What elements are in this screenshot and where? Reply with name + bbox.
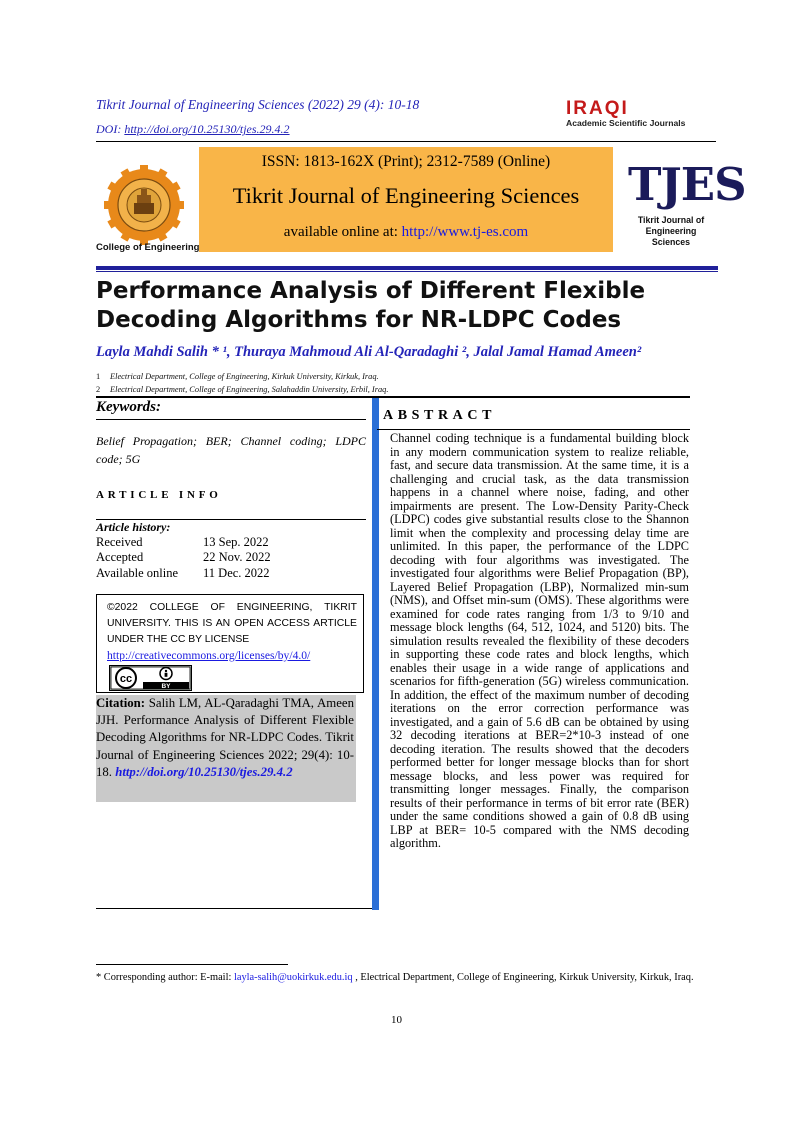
journal-banner: [199, 147, 613, 252]
iraqi-journals-subtitle: Academic Scientific Journals: [566, 118, 686, 128]
affiliation-number: 2: [96, 385, 101, 394]
keywords-rule: [96, 419, 366, 420]
page-number: 10: [391, 1014, 402, 1026]
title-rule-thin: [96, 271, 718, 272]
history-label: Received: [96, 535, 143, 549]
affiliation-2: [96, 385, 388, 394]
issn: ISSN: 1813-162X (Print); 2312-7589 (Online): [261, 153, 551, 170]
affiliation-number: 1: [96, 372, 101, 381]
history-date: 22 Nov. 2022: [203, 550, 271, 564]
citation-doi-link[interactable]: http://doi.org/10.25130/tjes.29.4.2: [115, 764, 293, 779]
license-text: ©2022 COLLEGE OF ENGINEERING, TIKRIT UNIVERSITY. THIS IS AN OPEN ACCESS ARTICLE UNDER THE CC BY LICENSE: [107, 602, 357, 645]
doi-line: [96, 122, 290, 137]
svg-text:cc: cc: [119, 673, 133, 685]
college-seal-icon: [104, 165, 184, 245]
history-date: 13 Sep. 2022: [203, 535, 269, 549]
iraqi-journals-logo: IRAQI: [566, 98, 629, 119]
svg-text:BY: BY: [161, 683, 171, 690]
citation-label: Citation:: [96, 696, 146, 710]
cc-by-badge-icon: [109, 665, 192, 691]
online-label: available online at:: [283, 224, 402, 240]
section-rule: [96, 396, 690, 398]
history-row-available: [96, 566, 270, 581]
college-caption: College of Engineering: [96, 242, 200, 253]
doi-label: DOI:: [96, 122, 125, 136]
citation-box: [96, 695, 356, 802]
affiliation-text: Electrical Department, College of Engineering, Salahaddin University, Erbil, Iraq.: [110, 385, 389, 394]
tjes-logo: TJES: [628, 158, 746, 211]
keywords-text: Belief Propagation; BER; Channel coding; LDPC code; 5G: [96, 434, 366, 466]
tjes-sub-line2: Engineering Sciences: [645, 226, 697, 247]
abstract-side-bar: [372, 398, 379, 910]
citation-text: [96, 695, 354, 781]
keywords-heading: Keywords:: [96, 399, 161, 415]
footnote-rule: [96, 964, 288, 965]
abstract-text: Channel coding technique is a fundamental building block in any modern communication system to realize reliable, fast, and secure data transmission. At the same time, it is a challenging and crucial task, as the data transmission happens in a channel where noise, fading, and other impairments are present. The Low-Density Parity-Check (LDPC) codes give substantial results close to the Shannon limit when the complexity and processing delay time are unlimited. In this paper, the performance of the LDPC decoding with four algorithms was investigated. The investigated four algorithms were Belief Propagation (BP), Layered Belief Propagation (LBP), Normalized min-sum (NMS), and Offset min-sum (OMS). These algorithms were examined for code rates ranging from 1/3 to 9/10 and message block lengths (64, 512, 1024, and 5120) bits. The simulation results revealed the flexibility of these decoders in supporting these code rates and block lengths, which enables their usage in a wide range of applications and scenarios for fifth-generation (5G) wireless communication. In addition, the effect of the maximum number of decoding iterations on the error correction performance was investigated, and a gain of 5.6 dB can be obtained by using 32 decoding iterations at BER=2*10-3 instead of one decoding iteration. The results showed that the decoders performed better for longer message blocks than for short message blocks, and less power was required for transmitting longer messages. Finally, the comparison results of their performance in terms of bit error rate (BER) under the same conditions showed a gain of 0.8 dB using LBP at BER= 10-5 compared with the NMS decoding algorithm.: [390, 431, 689, 850]
journal-citation: Tikrit Journal of Engineering Sciences (2022) 29 (4): 10-18: [96, 97, 420, 112]
paper-title: Performance Analysis of Different Flexible Decoding Algorithms for NR-LDPC Codes: [96, 278, 646, 333]
footnote-suffix: , Electrical Department, College of Engineering, Kirkuk University, Kirkuk, Iraq.: [352, 972, 694, 983]
license-box: [96, 594, 364, 693]
header-rule: [96, 141, 716, 142]
author-email-link[interactable]: layla-salih@uokirkuk.edu.iq: [233, 972, 353, 983]
footnote-prefix: * Corresponding author: E-mail:: [96, 972, 234, 983]
authors: Layla Mahdi Salih * ¹, Thuraya Mahmoud Ali Al-Qaradaghi ², Jalal Jamal Hamad Ameen²: [96, 344, 642, 360]
left-column-bottom-rule: [96, 908, 372, 909]
online-availability: [199, 224, 613, 241]
article-info-heading: ARTICLE INFO: [96, 489, 222, 501]
journal-name: Tikrit Journal of Engineering Sciences: [232, 183, 580, 208]
abstract-rule: [377, 429, 690, 430]
license-link[interactable]: http://creativecommons.org/licenses/by/4.0/: [107, 649, 311, 662]
affiliation-text: Electrical Department, College of Engineering, Kirkuk University, Kirkuk, Iraq.: [110, 372, 379, 381]
tjes-sub-line1: Tikrit Journal of: [637, 215, 705, 225]
journal-website-link[interactable]: http://www.tj-es.com: [401, 224, 529, 240]
history-heading: Article history:: [96, 520, 171, 534]
history-label: Available online: [96, 566, 179, 580]
history-label: Accepted: [96, 550, 144, 564]
doi-link[interactable]: http://doi.org/10.25130/tjes.29.4.2: [124, 122, 290, 136]
affiliation-1: [96, 372, 379, 381]
tjes-logo-subtitle: [628, 215, 714, 248]
history-row-received: [96, 535, 269, 550]
citation-body: Salih LM, AL-Qaradaghi TMA, Ameen JJH. Performance Analysis of Different Flexible Decoding Algorithms for NR-LDPC Codes. Tikrit Journal of Engineering Sciences 2022; 29(4): 10- 18.: [96, 696, 354, 779]
abstract-heading: ABSTRACT: [383, 408, 497, 423]
history-row-accepted: [96, 550, 271, 565]
title-rule: [96, 266, 718, 270]
corresponding-author-footnote: [96, 970, 696, 985]
history-date: 11 Dec. 2022: [203, 566, 270, 580]
